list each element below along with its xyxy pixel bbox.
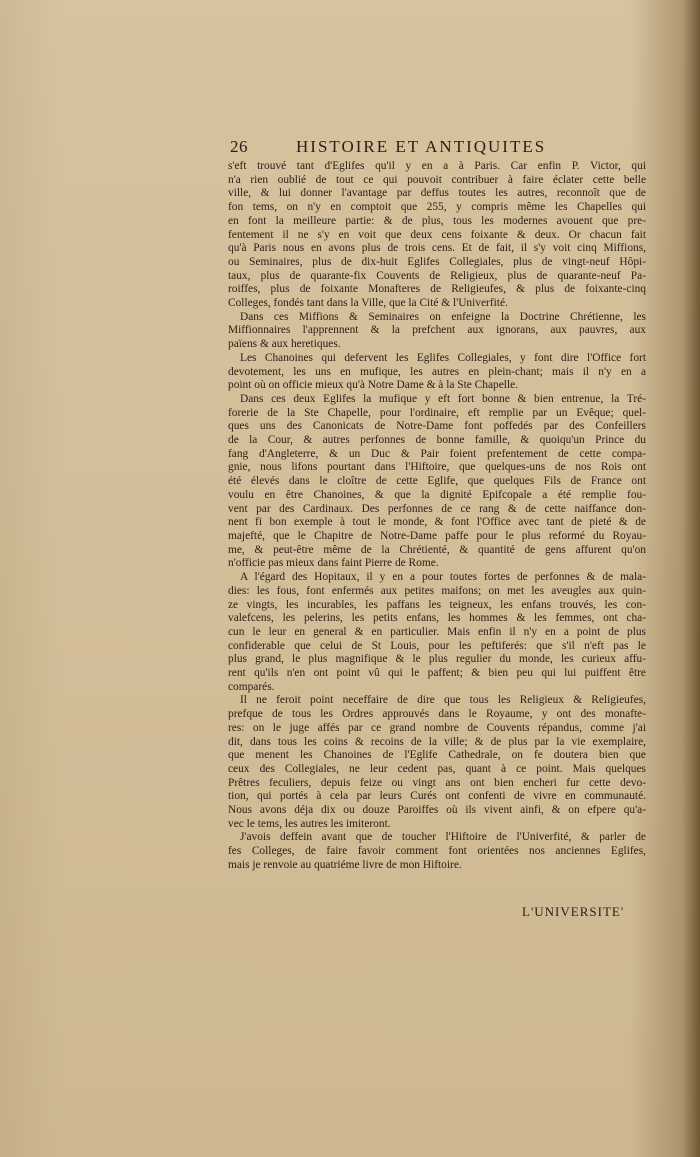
- text-line: taux, plus de quarante-fix Couvents de Religieux, plus de quarante-neuf Pa-: [228, 269, 646, 282]
- text-line: vec le tems, les autres les imiteront.: [228, 817, 391, 830]
- text-line: Colleges, fondés tant dans la Ville, que la Cité & l'Univerfité.: [228, 297, 508, 310]
- text-line: dit, dans tous les coins & recoins de la ville; & de plus par la vie exemplaire,: [228, 735, 646, 748]
- text-line: fang d'Angleterre, & un Duc & Pair foient prefentement de cette compa-: [228, 447, 646, 460]
- catchword: L'UNIVERSITE': [522, 904, 625, 919]
- text-line: ville, & lui donner l'avantage par deffus toutes les autres, reconnoît que de: [228, 187, 646, 200]
- text-line: ze vingts, les incurables, les paffans les teigneux, les enfans trouvés, les con-: [228, 598, 646, 611]
- text-line: roiffes, plus de foixante Monafteres de Religieufes, & plus de foixante-cinq: [228, 283, 646, 296]
- text-line: valefcens, les pelerins, les petits enfans, les hommes & les femmes, ont cha-: [228, 612, 646, 625]
- text-line: plus grand, le plus magnifique & le plus regulier du monde, les curieux affu-: [228, 653, 646, 666]
- text-line: prefque de tous les Ordres approuvés dans le Royaume, y ont des monafte-: [228, 708, 646, 721]
- text-line: vent par des Cardinaux. Des perfonnes de ce rang & de cette naiffance don-: [228, 502, 646, 515]
- text-line: mais je renvoie au quatriéme livre de mon Hiftoire.: [228, 858, 462, 871]
- text-line: été élevés dans le cloître de cette Eglife, que quelques Fils de France ont: [228, 475, 646, 488]
- text-line: majefté, que le Chapitre de Notre-Dame paffe pour le plus reformé du Royau-: [228, 529, 646, 542]
- page-number: 26: [230, 137, 248, 156]
- text-line: que menent les Chanoines de l'Eglife Cathedrale, on fe doutera bien que: [228, 749, 646, 762]
- text-line: ceux des Collegiales, ne leur cedent pas, quant à ce point. Mais quelques: [228, 762, 646, 775]
- text-line: forerie de la Ste Chapelle, pour l'ordinaire, eft remplie par un Evêque; quel-: [228, 406, 646, 419]
- text-line: res: on le juge affés par ce grand nombre de Couvents répandus, comme j'ai: [228, 721, 646, 734]
- paragraph: [228, 352, 646, 393]
- text-line: en font la meilleure partie: & de plus, tous les modernes avouent que pre-: [228, 214, 646, 227]
- text-line: rent qu'ils n'en ont point vû qui le paffent; & bien peu qui lui puiffent être: [228, 667, 646, 680]
- paragraph: [228, 571, 646, 694]
- running-title: HISTOIRE ET ANTIQUITES: [296, 137, 547, 156]
- text-line: Il ne feroit point neceffaire de dire que tous les Religieux & Religieufes,: [240, 694, 646, 707]
- page-header: [230, 137, 630, 159]
- text-line: cun le leur en general & en particulier. Mais enfin il n'y en a point de plus: [228, 625, 646, 638]
- text-line: fon tems, on n'y en comptoit que 255, y compris même les Chapelles qui: [228, 201, 646, 214]
- text-line: gnie, nous lifons pourtant dans l'Hiftoire, que quelques-uns de nos Rois ont: [228, 461, 646, 474]
- paragraph: [228, 311, 646, 352]
- text-line: nent fi bon exemple à tout le monde, & font l'Office avec tant de pieté & de: [228, 516, 646, 529]
- text-line: fentement il ne s'y en voit que deux cens foixante & deux. Or chacun fait: [228, 228, 646, 241]
- text-line: s'eft trouvé tant d'Eglifes qu'il y en a à Paris. Car enfin P. Victor, qui: [228, 160, 646, 172]
- paragraph: [228, 831, 646, 872]
- text-line: qu'à Paris nous en avons plus de trois cens. Et de fait, il s'y voit cinq Miffions,: [228, 242, 646, 255]
- text-line: Miffionnaires l'apprennent & la prefchent aux ignorans, aux pauvres, aux: [228, 324, 646, 337]
- body-text: [228, 160, 646, 873]
- text-line: J'avois deffein avant que de toucher l'Hiftoire de l'Univerfité, & parler de: [240, 831, 646, 844]
- text-line: Prêtres feculiers, depuis feize ou vingt ans ont bien encheri fur cette devo-: [228, 776, 646, 789]
- text-line: tion, qui portés à cela par leurs Curés ont confenti de vivre en communauté.: [228, 790, 646, 803]
- text-line: Les Chanoines qui defervent les Eglifes Collegiales, y font dire l'Office fort: [240, 351, 646, 364]
- text-line: ques uns des Canonicats de Notre-Dame font poffedés par des Confeillers: [228, 420, 646, 433]
- text-line: n'a rien oublié de tout ce qui pouvoit contribuer à faire éclater cette belle: [228, 173, 646, 186]
- text-line: A l'égard des Hopitaux, il y en a pour toutes fortes de perfonnes & de mala-: [240, 571, 646, 584]
- text-line: de la Cour, & autres perfonnes de bonne famille, & quoiqu'un Prince du: [228, 434, 646, 447]
- paragraph: [228, 694, 646, 831]
- text-line: dies: les fous, font enfermés aux petites maifons; on met les aveugles aux quin-: [228, 584, 646, 597]
- text-line: devotement, les uns en mufique, les autres en plein-chant; mais il n'y en a: [228, 365, 646, 378]
- text-line: confiderable que celui de St Louis, pour les peftiferés: que s'il n'eft pas le: [228, 639, 646, 652]
- text-line: voulu en être Chanoines, & que la dignité Epifcopale a été remplie fou-: [228, 488, 646, 501]
- paragraph: [228, 160, 646, 311]
- paragraph: [228, 393, 646, 571]
- text-line: me, & peut-être même de la Chrétienté, & quantité de gens affurent qu'on: [228, 543, 646, 556]
- text-line: Nous avons déja dix ou douze Paroiffes où ils vivent ainfi, & on efpere qu'a-: [228, 804, 646, 817]
- text-line: fes Colleges, de faire favoir comment font orientées nos anciennes Eglifes,: [228, 845, 646, 858]
- text-line: païens & aux heretiques.: [228, 338, 341, 351]
- text-line: Dans ces deux Eglifes la mufique y eft fort bonne & bien entrenue, la Tré-: [240, 392, 646, 405]
- text-line: comparés.: [228, 680, 275, 693]
- text-line: ou Seminaires, plus de dix-huit Eglifes Collegiales, plus de vingt-neuf Hôpi-: [228, 255, 646, 268]
- text-line: n'officie pas mieux dans faint Pierre de Rome.: [228, 557, 439, 570]
- text-line: point où on officie mieux qu'à Notre Dame & à la Ste Chapelle.: [228, 379, 519, 392]
- text-line: Dans ces Miffions & Seminaires on enfeigne la Doctrine Chrétienne, les: [240, 310, 646, 323]
